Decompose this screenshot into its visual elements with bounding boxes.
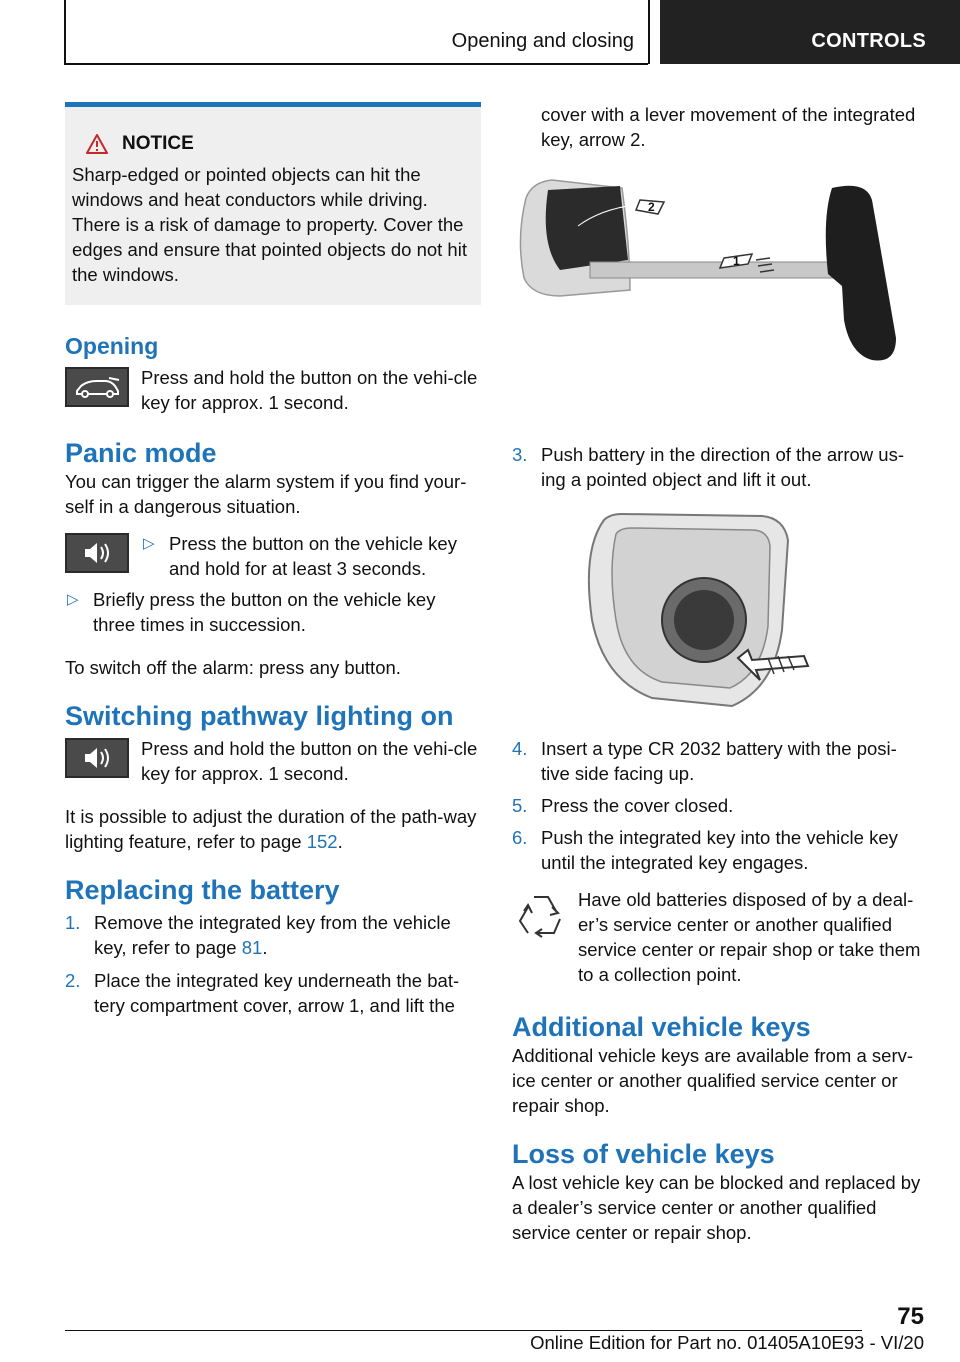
- header-chapter-tab: [660, 0, 960, 64]
- opening-text: Press and hold the button on the vehi‐cle key for approx. 1 second.: [141, 367, 478, 413]
- bullet-marker: ▷: [67, 591, 79, 608]
- bullet-text: Briefly press the button on the vehicle key three times in succession.: [93, 589, 436, 635]
- battery-step-2: [65, 968, 481, 1018]
- step-number: 2.: [65, 970, 81, 991]
- pathway-adjust-end: .: [337, 831, 343, 852]
- warning-triangle-icon: [86, 134, 108, 154]
- battery-step-5: [512, 793, 924, 818]
- footer-rule: [65, 1330, 862, 1331]
- panic-bullet-2: [65, 587, 481, 637]
- figure-integrated-key: [512, 178, 924, 406]
- car-trunk-icon: [65, 367, 129, 407]
- step-text: Remove the integrated key from the vehicle key, refer to page 81.: [94, 912, 451, 958]
- speaker-sound-icon: [65, 533, 129, 573]
- header-rule-left: [64, 0, 66, 64]
- integrated-key-illustration: [512, 178, 912, 406]
- step-number: 6.: [512, 827, 528, 848]
- battery-step-3: [512, 442, 924, 492]
- pathway-adjust-text: It is possible to adjust the duration of the path‐way lighting feature, refer to page: [65, 806, 477, 852]
- right-column: [512, 102, 924, 1245]
- panic-switch-off: To switch off the alarm: press any button.: [65, 657, 401, 678]
- panic-row: [65, 531, 481, 581]
- footer-edition: Online Edition for Part no. 01405A10E93 - VI/20: [530, 1332, 924, 1353]
- step-text: Insert a type CR 2032 battery with the posi‐tive side facing up.: [541, 738, 897, 784]
- bullet-marker: ▷: [143, 535, 155, 552]
- opening-heading: Opening: [65, 333, 159, 359]
- step-2-continued: cover with a lever movement of the integrated key, arrow 2.: [541, 104, 916, 150]
- left-column: [65, 102, 481, 1018]
- step-text-left: Place the integrated key underneath the bat‐tery compartment cover, arrow 1, and lift the: [94, 970, 460, 1016]
- step-number: 3.: [512, 444, 528, 465]
- battery-step-4: [512, 736, 924, 786]
- panic-heading: Panic mode: [65, 438, 217, 468]
- page-link-81[interactable]: 81: [241, 937, 263, 958]
- battery-compartment-illustration: [512, 510, 912, 720]
- recycle-text: Have old batteries disposed of by a deal‐er’s service center or another qualified service center or repair shop or take them to a collection point.: [578, 889, 921, 985]
- notice-header: [86, 131, 473, 156]
- page-number: 75: [897, 1303, 924, 1330]
- pathway-heading: Switching pathway lighting on: [65, 701, 454, 731]
- step-number: 1.: [65, 912, 81, 933]
- arrow-label-2: 2: [648, 200, 655, 214]
- battery-step-6: [512, 825, 924, 875]
- loss-text: A lost vehicle key can be blocked and replaced by a dealer’s service center or another qualified service center or repair shop.: [512, 1172, 921, 1243]
- speaker-sound-icon: [65, 738, 129, 778]
- additional-heading: Additional vehicle keys: [512, 1012, 811, 1042]
- step-text: Press the cover closed.: [541, 795, 734, 816]
- opening-row: [65, 365, 481, 415]
- step-text: Push the integrated key into the vehicle key until the integrated key engages.: [541, 827, 898, 873]
- pathway-text: Press and hold the button on the vehi‐cle key for approx. 1 second.: [141, 738, 478, 784]
- header-section-title: Opening and closing: [451, 30, 634, 52]
- bullet-text: Press the button on the vehicle key and hold for at least 3 seconds.: [169, 533, 457, 579]
- recycle-note: [512, 887, 924, 987]
- notice-text: Sharp-edged or pointed objects can hit the windows and heat conductors while driving. There is a risk of damage to property. Cover the edges and ensure that pointed objects do not hit the windows.: [72, 164, 467, 285]
- recycle-icon: [514, 893, 568, 939]
- step-number: 5.: [512, 795, 528, 816]
- notice-box: [65, 102, 481, 305]
- step-number: 4.: [512, 738, 528, 759]
- page-link-152[interactable]: 152: [306, 831, 338, 852]
- figure-battery-compartment: [512, 510, 924, 720]
- pathway-row: [65, 736, 481, 786]
- arrow-label-1: 1: [733, 254, 740, 268]
- header-chapter-title: CONTROLS: [811, 30, 926, 52]
- battery-heading: Replacing the battery: [65, 875, 340, 905]
- header-rule-bottom: [64, 63, 648, 65]
- panic-bullet-1: [141, 531, 481, 581]
- pathway-adjust: [65, 804, 481, 854]
- loss-heading: Loss of vehicle keys: [512, 1139, 775, 1169]
- header-separator: [648, 0, 650, 64]
- battery-step-1: [65, 910, 481, 960]
- panic-intro: You can trigger the alarm system if you find your‐self in a dangerous situation.: [65, 471, 467, 517]
- notice-title: NOTICE: [122, 133, 194, 154]
- step-text: Push battery in the direction of the arrow us‐ing a pointed object and lift it out.: [541, 444, 904, 490]
- additional-text: Additional vehicle keys are available from a serv‐ice center or another qualified service center or repair shop.: [512, 1045, 914, 1116]
